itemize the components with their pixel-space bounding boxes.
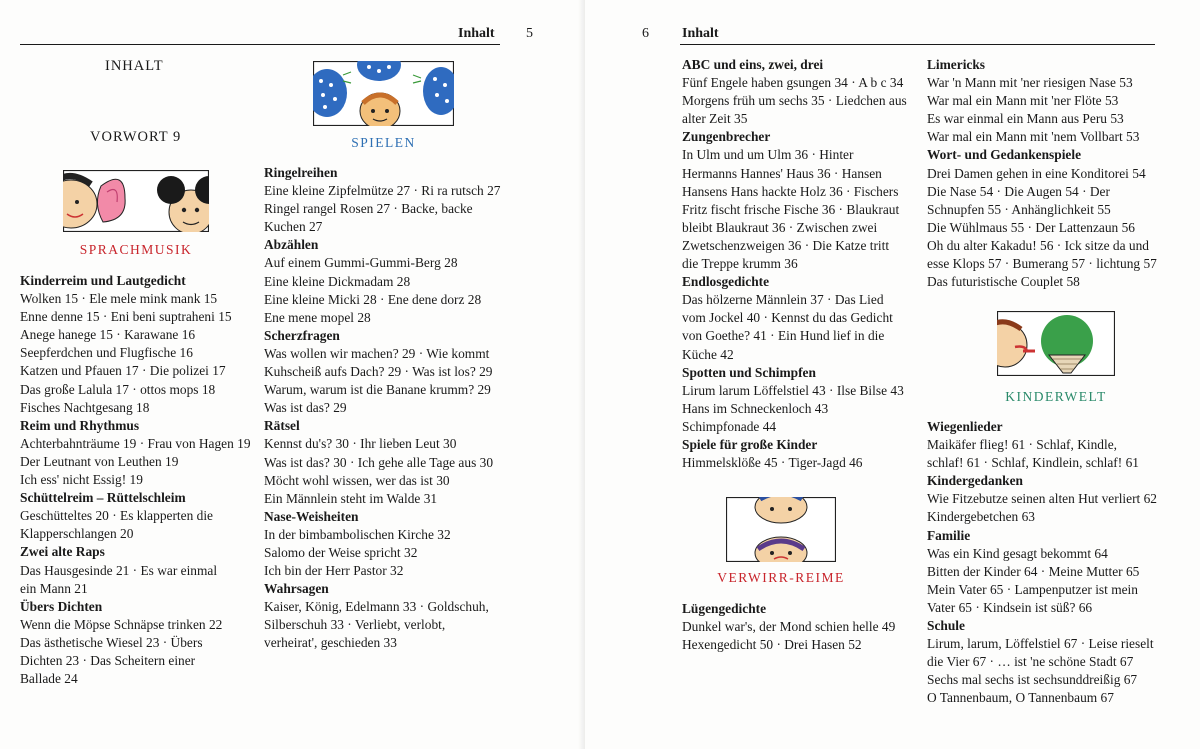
toc-entry: Wenn die Möpse Schnäpse trinken 22 — [20, 616, 223, 632]
toc-entry: Kaiser, König, Edelmann 33 · Goldschuh, — [264, 599, 489, 615]
toc-entry: War 'n Mann mit 'ner riesigen Nase 53 — [927, 75, 1133, 91]
toc-section-heading: Endlosgedichte — [682, 274, 770, 290]
toc-section-heading: Rätsel — [264, 418, 300, 434]
toc-section-heading: Abzählen — [264, 237, 319, 253]
toc-entry: Dunkel war's, der Mond schien helle 49 — [682, 619, 896, 635]
header-rule — [20, 44, 500, 45]
left-page — [0, 0, 585, 749]
toc-entry: Das hölzerne Männlein 37 · Das Lied — [682, 292, 884, 308]
toc-entry: Himmelsklöße 45 · Tiger-Jagd 46 — [682, 455, 863, 471]
toc-entry: Lirum, larum, Löffelstiel 67 · Leise rieselt — [927, 636, 1154, 652]
toc-entry: Schimpfonade 44 — [682, 418, 777, 434]
toc-entry: Mein Vater 65 · Lampenputzer ist mein — [927, 581, 1138, 597]
header-rule — [680, 44, 1155, 45]
toc-entry: Hermanns Hannes' Haus 36 · Hansen — [682, 165, 882, 181]
running-head: Inhalt — [458, 26, 495, 41]
toc-column-right-1b — [682, 600, 895, 654]
toc-section-heading: Scherzfragen — [264, 327, 340, 343]
toc-entry: esse Klops 57 · Bumerang 57 · lichtung 57 — [927, 256, 1157, 272]
toc-section-heading: Zwei alte Raps — [20, 544, 105, 560]
toc-entry: Möcht wohl wissen, wer das ist 30 — [264, 472, 450, 488]
toc-section-heading: Wiegenlieder — [927, 419, 1003, 434]
toc-entry: Morgens früh um sechs 35 · Liedchen aus — [682, 93, 907, 109]
toc-entry: In der bimbambolischen Kirche 32 — [264, 526, 451, 542]
toc-entry: Eine kleine Dickmadam 28 — [264, 273, 411, 289]
toc-entry: Katzen und Pfauen 17 · Die polizei 17 — [20, 363, 226, 379]
toc-entry: Fisches Nachtgesang 18 — [20, 399, 150, 415]
toc-entry: Eine kleine Zipfelmütze 27 · Ri ra rutsch 27 — [264, 183, 501, 199]
toc-column-right-2 — [927, 56, 1157, 291]
toc-entry: von Goethe? 41 · Ein Hund lief in die — [682, 328, 885, 344]
toc-entry: Auf einem Gummi-Gummi-Berg 28 — [264, 255, 458, 271]
toc-entry: Geschütteltes 20 · Es klapperten die — [20, 508, 213, 524]
toc-entry: Was wollen wir machen? 29 · Wie kommt — [264, 345, 490, 361]
toc-entry: Lirum larum Löffelstiel 43 · Ilse Bilse 43 — [682, 382, 904, 398]
toc-column-right-2b — [927, 418, 1157, 708]
toc-entry: Kennst du's? 30 · Ihr lieben Leut 30 — [264, 436, 457, 452]
running-head: Inhalt — [682, 26, 719, 41]
toc-entry: Ballade 24 — [20, 671, 78, 687]
toc-entry: Bitten der Kinder 64 · Meine Mutter 65 — [927, 563, 1140, 579]
toc-section-heading: Limericks — [927, 57, 986, 72]
toc-entry: In Ulm und um Ulm 36 · Hinter — [682, 147, 854, 163]
vorwort-entry: VORWORT 9 — [90, 129, 182, 145]
toc-entry: Das große Lalula 17 · ottos mops 18 — [20, 381, 216, 397]
toc-entry: Kuchen 27 — [264, 219, 323, 235]
toc-section-heading: ABC und eins, zwei, drei — [682, 57, 824, 72]
toc-entry: War mal ein Mann mit 'ner Flöte 53 — [927, 93, 1119, 109]
toc-entry: alter Zeit 35 — [682, 111, 748, 127]
page-title: INHALT — [105, 58, 164, 74]
toc-section-heading: Spotten und Schimpfen — [682, 364, 816, 380]
toc-entry: Die Wühlmaus 55 · Der Lattenzaun 56 — [927, 219, 1135, 235]
toc-entry: die Vier 67 · … ist 'ne schöne Stadt 67 — [927, 654, 1134, 670]
toc-column-left-2 — [264, 164, 501, 653]
toc-entry: schlaf! 61 · Schlaf, Kindlein, schlaf! 61 — [927, 455, 1139, 471]
toc-section-heading: Lügengedichte — [682, 601, 767, 616]
toc-entry: Die Nase 54 · Die Augen 54 · Der — [927, 183, 1110, 199]
toc-entry: Hans im Schneckenloch 43 — [682, 400, 829, 416]
toc-entry: Das ästhetische Wiesel 23 · Übers — [20, 634, 203, 650]
toc-entry: Hansens Hans hackte Holz 36 · Fischers — [682, 183, 899, 199]
toc-entry: Küche 42 — [682, 346, 734, 362]
toc-section-heading: Kinderreim und Lautgedicht — [20, 273, 186, 288]
toc-entry: Fünf Engele haben gsungen 34 · A b c 34 — [682, 75, 904, 91]
toc-column-right-1 — [682, 56, 907, 472]
toc-section-heading: Ringelreihen — [264, 165, 338, 180]
toc-entry: Enne denne 15 · Eni beni suptraheni 15 — [20, 309, 232, 325]
toc-entry: War mal ein Mann mit 'nem Vollbart 53 — [927, 129, 1140, 145]
toc-entry: Ich bin der Herr Pastor 32 — [264, 563, 404, 579]
toc-entry: Ene mene mopel 28 — [264, 309, 371, 325]
toc-section-heading: Wort- und Gedankenspiele — [927, 147, 1082, 163]
toc-entry: Maikäfer flieg! 61 · Schlaf, Kindle, — [927, 437, 1118, 453]
toc-entry: Ringel rangel Rosen 27 · Backe, backe — [264, 201, 473, 217]
toc-entry: Warum, warum ist die Banane krumm? 29 — [264, 382, 491, 398]
toc-section-heading: Schule — [927, 618, 965, 634]
toc-entry: Was ist das? 29 — [264, 400, 347, 416]
toc-entry: Salomo der Weise spricht 32 — [264, 544, 418, 560]
toc-entry: Eine kleine Micki 28 · Ene dene dorz 28 — [264, 291, 482, 307]
toc-entry: Zwetschenzweigen 36 · Die Katze tritt — [682, 237, 890, 253]
toc-entry: Ein Männlein steht im Walde 31 — [264, 490, 438, 506]
toc-entry: Wolken 15 · Ele mele mink mank 15 — [20, 291, 218, 307]
toc-entry: Wie Fitzebutze seinen alten Hut verliert 62 — [927, 491, 1157, 507]
toc-entry: ein Mann 21 — [20, 580, 88, 596]
section-verwirr-reime: VERWIRR-REIME — [717, 570, 845, 585]
toc-entry: Oh du alter Kakadu! 56 · Ick sitze da und — [927, 237, 1149, 253]
toc-entry: Dichten 23 · Das Scheitern einer — [20, 652, 196, 668]
toc-entry: Fritz fischt frische Fische 36 · Blaukraut — [682, 201, 900, 217]
verwirr-reime-illustration — [726, 497, 836, 567]
toc-section-heading: Schüttelreim – Rüttelschleim — [20, 490, 186, 506]
toc-entry: Was ein Kind gesagt bekommt 64 — [927, 545, 1108, 561]
toc-entry: Klapperschlangen 20 — [20, 526, 134, 542]
toc-entry: Das futuristische Couplet 58 — [927, 274, 1080, 290]
toc-entry: Drei Damen gehen in eine Konditorei 54 — [927, 165, 1146, 181]
toc-entry: Schnupfen 55 · Anhänglichkeit 55 — [927, 201, 1111, 217]
toc-section-heading: Reim und Rhythmus — [20, 417, 140, 433]
toc-entry: Ich ess' nicht Essig! 19 — [20, 472, 143, 488]
toc-entry: Anege hanege 15 · Karawane 16 — [20, 327, 196, 343]
page-number: 6 — [642, 26, 649, 41]
toc-entry: Es war einmal ein Mann aus Peru 53 — [927, 111, 1124, 127]
toc-entry: O Tannenbaum, O Tannenbaum 67 — [927, 690, 1114, 706]
toc-entry: Silberschuh 33 · Verliebt, verlobt, — [264, 617, 446, 633]
toc-entry: verheirat', geschieden 33 — [264, 635, 397, 651]
toc-section-heading: Wahrsagen — [264, 581, 329, 597]
toc-entry: Kuhscheiß aufs Dach? 29 · Was ist los? 29 — [264, 364, 493, 380]
section-kinderwelt: KINDERWELT — [1005, 389, 1107, 404]
toc-section-heading: Familie — [927, 527, 971, 543]
sprachmusik-illustration — [63, 170, 209, 237]
section-spielen: SPIELEN — [351, 135, 416, 150]
toc-entry: Kindergebetchen 63 — [927, 509, 1035, 525]
toc-entry: Was ist das? 30 · Ich gehe alle Tage aus 30 — [264, 454, 494, 470]
kinderwelt-illustration — [997, 311, 1115, 381]
spielen-illustration — [313, 61, 454, 131]
section-sprachmusik: SPRACHMUSIK — [79, 242, 193, 257]
toc-entry: Seepferdchen und Flugfische 16 — [20, 345, 193, 361]
toc-section-heading: Kindergedanken — [927, 473, 1023, 489]
toc-entry: Vater 65 · Kindsein ist süß? 66 — [927, 599, 1093, 615]
toc-section-heading: Nase-Weisheiten — [264, 508, 359, 524]
toc-section-heading: Übers Dichten — [20, 598, 103, 614]
toc-section-heading: Zungenbrecher — [682, 129, 771, 145]
toc-entry: die Treppe krumm 36 — [682, 256, 798, 272]
toc-entry: bleibt Blaukraut 36 · Zwischen zwei — [682, 219, 878, 235]
toc-column-left-1 — [20, 272, 251, 688]
toc-entry: vom Jockel 40 · Kennst du das Gedicht — [682, 310, 893, 326]
toc-entry: Achterbahnträume 19 · Frau von Hagen 19 — [20, 435, 251, 451]
toc-section-heading: Spiele für große Kinder — [682, 436, 818, 452]
toc-entry: Der Leutnant von Leuthen 19 — [20, 453, 179, 469]
toc-entry: Sechs mal sechs ist sechsunddreißig 67 — [927, 672, 1138, 688]
right-page — [585, 0, 1200, 749]
page-number: 5 — [526, 26, 533, 41]
toc-entry: Das Hausgesinde 21 · Es war einmal — [20, 562, 218, 578]
toc-entry: Hexengedicht 50 · Drei Hasen 52 — [682, 637, 862, 653]
